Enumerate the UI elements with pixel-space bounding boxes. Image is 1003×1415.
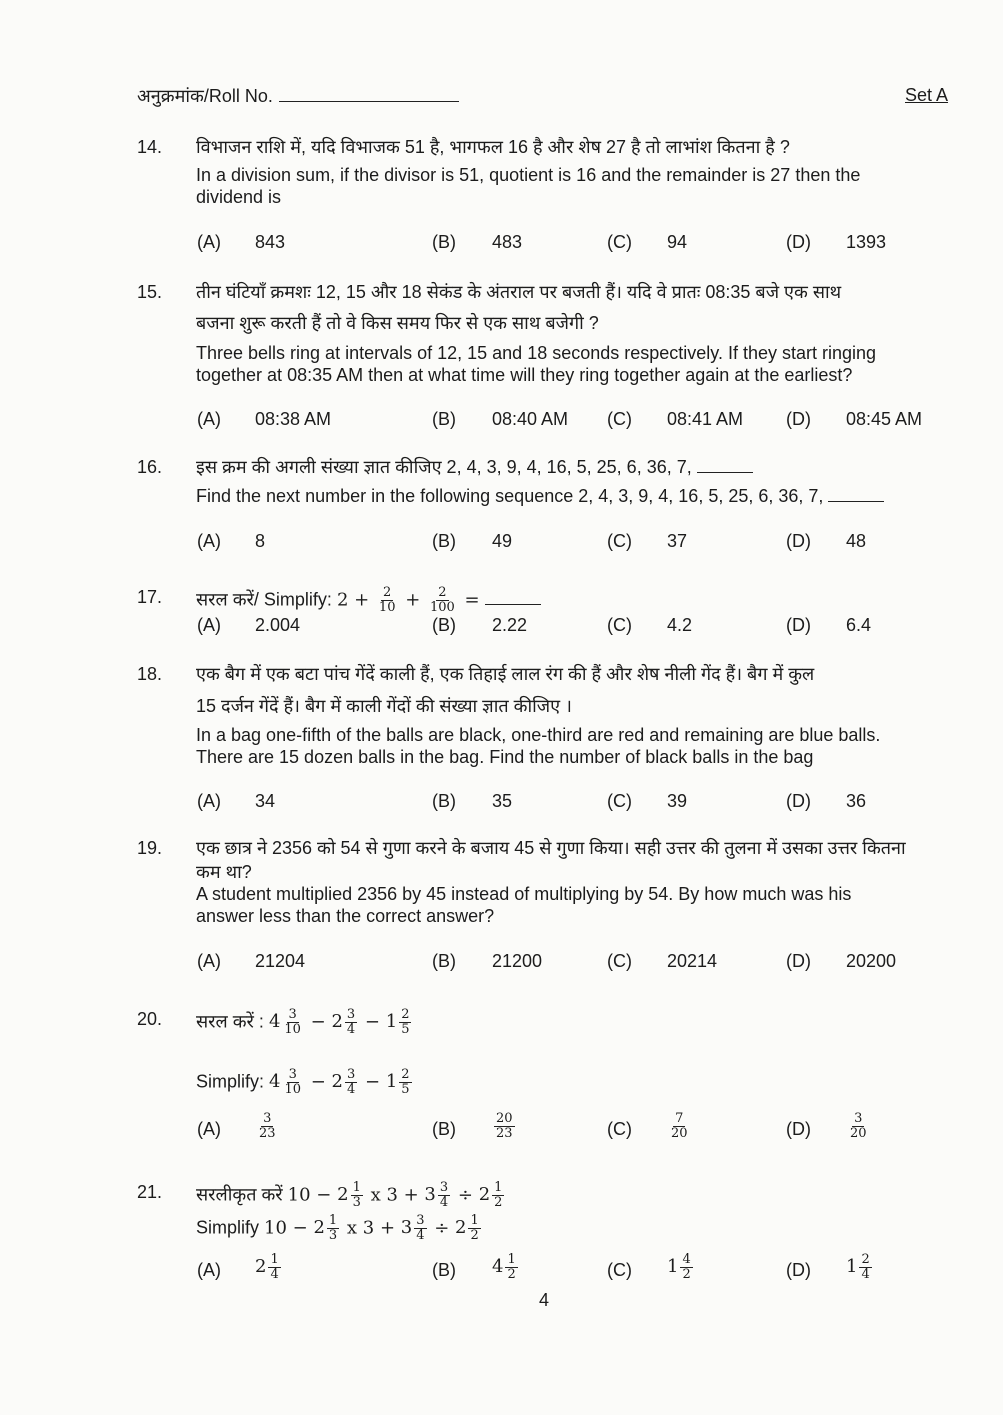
option-value-d: 48 — [846, 531, 867, 551]
math-operator: ÷ — [428, 1217, 456, 1239]
option-label-c: (C) — [607, 951, 632, 971]
option-value-a: 21204 — [255, 951, 306, 971]
option-label-a: (A) — [197, 1119, 221, 1139]
fraction-denominator: 23 — [259, 1126, 276, 1141]
option-label-b: (B) — [432, 791, 456, 811]
fraction-numerator: 1 — [352, 1180, 361, 1195]
fraction — [667, 1111, 692, 1141]
fraction-whole: 1 — [846, 1256, 858, 1278]
question-line: विभाजन राशि में, यदि विभाजक 51 है, भागफल 16 है और शेष 27 है तो लाभांश कितना है ? — [196, 137, 790, 157]
fraction-body — [345, 1008, 357, 1037]
option-value-c: 08:41 AM — [667, 409, 744, 429]
option-value-d — [846, 1112, 871, 1141]
fraction-numerator: 2 — [401, 1007, 410, 1022]
question-line: Three bells ring at intervals of 12, 15 and 18 seconds respectively. If they start ringing — [196, 343, 877, 363]
fraction — [492, 1111, 517, 1141]
fraction-whole: 2 — [255, 1256, 267, 1278]
option-value-c: 94 — [667, 232, 688, 252]
fraction-numerator: 20 — [496, 1111, 513, 1126]
fraction-denominator: 5 — [401, 1082, 410, 1097]
fraction-numerator: 3 — [288, 1067, 297, 1082]
fraction — [385, 1007, 414, 1037]
option-value-a: 8 — [255, 531, 266, 551]
question-line: तीन घंटियाँ क्रमशः 12, 15 और 18 सेकंड के अंतराल पर बजती हैं। यदि वे प्रातः 08:35 बजे एक साथ — [196, 282, 842, 302]
fraction — [492, 1252, 520, 1282]
question-number: 20. — [137, 1009, 163, 1029]
fraction-denominator: 4 — [439, 1195, 449, 1210]
fraction-numerator: 1 — [494, 1180, 503, 1195]
fraction-numerator: 3 — [347, 1067, 356, 1082]
question-text: Find the next number in the following sequence 2, 4, 3, 9, 4, 16, 5, 25, 6, 36, 7, — [196, 486, 829, 506]
option-value-a: 2.004 — [255, 615, 301, 635]
option-label-a: (A) — [197, 1260, 221, 1280]
fraction-numerator: 2 — [438, 585, 447, 600]
fraction-body — [848, 1112, 869, 1141]
fraction-whole: 3 — [424, 1184, 436, 1206]
option-value-b: 483 — [492, 232, 523, 252]
fraction-body — [492, 1181, 504, 1210]
question-line: एक छात्र ने 2356 को 54 से गुणा करने के बजाय 45 से गुणा किया। सही उत्तर की तुलना में उसका उत्तर कितना — [196, 838, 906, 858]
math-operator: − — [359, 1011, 386, 1033]
option-label-c: (C) — [607, 232, 632, 252]
question-line: There are 15 dozen balls in the bag. Find the number of black balls in the bag — [196, 747, 814, 767]
option-value-a: 34 — [255, 791, 276, 811]
fraction-whole: 4 — [268, 1011, 281, 1033]
fraction-numerator: 7 — [675, 1111, 684, 1126]
fraction-body — [680, 1253, 692, 1282]
question-line — [196, 456, 753, 478]
math-operator: x 3 + — [341, 1217, 401, 1239]
question-line: एक बैग में एक बटा पांच गेंदें काली हैं, एक तिहाई लाल रंग की हैं और शेष नीली गेंद हैं। बैग में कुल — [196, 664, 815, 684]
math-operator: 10 − — [287, 1184, 338, 1206]
fraction-denominator: 4 — [270, 1267, 279, 1282]
fraction — [375, 585, 400, 615]
fraction — [255, 1252, 283, 1282]
fraction-denominator: 100 — [430, 600, 455, 615]
option-label-b: (B) — [432, 409, 456, 429]
fraction — [455, 1213, 483, 1243]
fraction-body — [268, 1253, 280, 1282]
math-operator: = — [458, 589, 486, 611]
question-line: dividend is — [196, 187, 282, 207]
fraction — [313, 1213, 341, 1243]
fraction-numerator: 1 — [270, 1252, 279, 1267]
option-label-d: (D) — [786, 615, 811, 635]
math-operator: ÷ — [452, 1184, 479, 1206]
fraction — [268, 1007, 305, 1037]
fraction-numerator: 3 — [854, 1111, 863, 1126]
question-line: A student multiplied 2356 by 45 instead of multiplying by 54. By how much was his — [196, 884, 852, 904]
fraction-denominator: 3 — [352, 1195, 361, 1210]
roll-number-label: अनुक्रमांक/Roll No. — [137, 86, 273, 106]
fraction-numerator: 2 — [861, 1252, 870, 1267]
fraction — [269, 1067, 305, 1097]
fraction — [337, 1180, 365, 1210]
fraction-body — [669, 1112, 690, 1141]
fraction-body — [414, 1214, 426, 1243]
fraction-denominator: 2 — [494, 1195, 503, 1210]
option-value-c: 4.2 — [667, 615, 693, 635]
fraction-denominator: 2 — [470, 1228, 479, 1243]
option-label-a: (A) — [197, 232, 221, 252]
question-line — [196, 1181, 506, 1210]
fraction-whole: 1 — [667, 1256, 679, 1278]
fraction — [385, 1067, 414, 1097]
fraction-body — [494, 1112, 515, 1141]
math-operator: + — [399, 589, 426, 611]
fraction-denominator: 10 — [284, 1022, 301, 1037]
fraction-denominator: 4 — [861, 1267, 870, 1282]
option-label-a: (A) — [197, 409, 221, 429]
math-operator: − — [305, 1071, 332, 1093]
fraction — [400, 1213, 429, 1243]
fraction-body — [282, 1008, 303, 1037]
question-line — [196, 586, 541, 615]
math-operator: 2 + — [336, 589, 375, 611]
fraction-numerator: 1 — [470, 1213, 479, 1228]
page-number: 4 — [539, 1290, 550, 1310]
fraction — [478, 1180, 507, 1210]
question-line: answer less than the correct answer? — [196, 906, 495, 926]
fraction-numerator: 3 — [346, 1007, 356, 1022]
question-line: कम था? — [196, 862, 252, 882]
set-label: Set A — [905, 85, 949, 105]
question-text: सरल करें/ Simplify: — [196, 589, 337, 610]
fraction-denominator: 4 — [346, 1022, 356, 1037]
option-value-d: 20200 — [846, 951, 897, 971]
option-label-a: (A) — [197, 531, 221, 551]
fraction — [331, 1067, 360, 1097]
fraction — [846, 1111, 871, 1141]
question-number: 17. — [137, 587, 163, 607]
question-text: सरलीकृत करें — [196, 1184, 288, 1205]
question-number: 21. — [137, 1182, 163, 1202]
option-value-a — [255, 1112, 280, 1141]
math-operator: − — [359, 1071, 386, 1093]
option-label-c: (C) — [607, 1260, 632, 1280]
option-value-a: 08:38 AM — [255, 409, 332, 429]
option-label-d: (D) — [786, 791, 811, 811]
option-value-b: 21200 — [492, 951, 543, 971]
fraction-denominator: 2 — [682, 1267, 691, 1282]
fraction-whole: 2 — [455, 1217, 467, 1239]
fraction-denominator: 3 — [328, 1228, 338, 1243]
question-line — [196, 1068, 414, 1097]
fraction-whole: 1 — [385, 1071, 398, 1093]
fraction — [846, 1252, 874, 1282]
option-value-a: 843 — [255, 232, 286, 252]
fraction-body — [399, 1068, 411, 1097]
fraction-denominator: 23 — [496, 1126, 513, 1141]
fraction-body — [351, 1181, 363, 1210]
fraction-denominator: 10 — [378, 600, 396, 615]
option-value-c — [667, 1112, 692, 1141]
option-value-d: 08:45 AM — [846, 409, 923, 429]
option-label-b: (B) — [432, 232, 456, 252]
fraction-whole: 2 — [478, 1184, 491, 1206]
option-label-b: (B) — [432, 1260, 456, 1280]
option-value-c: 20214 — [667, 951, 718, 971]
question-number: 15. — [137, 282, 163, 302]
question-number: 19. — [137, 838, 163, 858]
question-line: 15 दर्जन गेंदें हैं। बैग में काली गेंदों की संख्या ज्ञात कीजिए । — [196, 696, 572, 716]
option-value-c: 37 — [667, 531, 688, 551]
fraction-denominator: 20 — [850, 1126, 867, 1141]
question-text: सरल करें : — [196, 1011, 269, 1032]
fraction-body — [438, 1181, 450, 1210]
fraction-whole: 3 — [400, 1217, 413, 1239]
fraction-body — [859, 1253, 871, 1282]
question-number: 16. — [137, 457, 163, 477]
fraction-denominator: 4 — [347, 1082, 356, 1097]
fraction-body — [428, 586, 457, 615]
option-value-b — [492, 1253, 520, 1282]
fraction-whole: 4 — [269, 1071, 281, 1093]
question-line: In a bag one-fifth of the balls are black, one-third are red and remaining are blue balls. — [196, 725, 881, 745]
question-line — [196, 1008, 413, 1037]
option-label-c: (C) — [607, 531, 632, 551]
question-line — [196, 485, 884, 507]
fraction-denominator: 20 — [671, 1126, 688, 1141]
option-label-a: (A) — [197, 791, 221, 811]
fraction-body — [282, 1068, 303, 1097]
fraction-numerator: 1 — [328, 1213, 338, 1228]
fraction-numerator: 3 — [416, 1213, 425, 1228]
option-value-b: 49 — [492, 531, 513, 551]
fraction — [426, 585, 459, 615]
option-label-b: (B) — [432, 1119, 456, 1139]
fraction-denominator: 2 — [507, 1267, 516, 1282]
question-number: 18. — [137, 664, 163, 684]
option-label-a: (A) — [197, 951, 221, 971]
question-number: 14. — [137, 137, 163, 157]
math-operator: x 3 + — [364, 1184, 425, 1206]
roll-number-blank — [279, 87, 459, 102]
option-label-b: (B) — [432, 951, 456, 971]
option-label-c: (C) — [607, 791, 632, 811]
fraction-denominator: 4 — [416, 1228, 425, 1243]
fraction-body — [399, 1008, 411, 1037]
fraction-body — [327, 1214, 339, 1243]
fraction — [255, 1111, 280, 1141]
fraction-body — [505, 1253, 517, 1282]
option-label-b: (B) — [432, 531, 456, 551]
option-label-d: (D) — [786, 409, 811, 429]
option-value-b: 2.22 — [492, 615, 528, 635]
fraction-body — [377, 586, 398, 615]
option-label-c: (C) — [607, 409, 632, 429]
fraction-body — [257, 1112, 278, 1141]
option-label-c: (C) — [607, 1119, 632, 1139]
math-operator: 10 − — [264, 1217, 314, 1239]
fraction — [424, 1180, 452, 1210]
fraction-whole: 2 — [337, 1184, 349, 1206]
option-value-d — [846, 1253, 874, 1282]
option-value-d: 1393 — [846, 232, 887, 252]
question-text: इस क्रम की अगली संख्या ज्ञात कीजिए 2, 4, 3, 9, 4, 16, 5, 25, 6, 36, 7, — [196, 457, 697, 477]
option-value-d: 36 — [846, 791, 867, 811]
option-value-c: 39 — [667, 791, 688, 811]
fraction-numerator: 3 — [439, 1180, 449, 1195]
option-label-d: (D) — [786, 951, 811, 971]
question-line: together at 08:35 AM then at what time will they ring together again at the earliest? — [196, 365, 853, 385]
question-line: बजना शुरू करती हैं तो वे किस समय फिर से एक साथ बजेगी ? — [196, 313, 599, 333]
option-label-d: (D) — [786, 1260, 811, 1280]
fraction-whole: 2 — [331, 1011, 343, 1033]
fraction-numerator: 2 — [401, 1067, 410, 1082]
question-line — [196, 1214, 483, 1243]
option-value-b — [492, 1112, 517, 1141]
fraction-numerator: 1 — [507, 1252, 516, 1267]
option-label-a: (A) — [197, 615, 221, 635]
fraction-whole: 2 — [313, 1217, 325, 1239]
option-label-b: (B) — [432, 615, 456, 635]
fraction-numerator: 4 — [682, 1252, 691, 1267]
option-label-d: (D) — [786, 232, 811, 252]
option-value-a — [255, 1253, 283, 1282]
fraction-body — [468, 1214, 480, 1243]
fraction-denominator: 5 — [401, 1022, 410, 1037]
math-operator: − — [304, 1011, 332, 1033]
fraction — [331, 1007, 359, 1037]
fraction-numerator: 3 — [263, 1111, 272, 1126]
fraction-numerator: 2 — [383, 585, 392, 600]
option-value-b: 08:40 AM — [492, 409, 569, 429]
option-label-d: (D) — [786, 1119, 811, 1139]
fraction — [667, 1252, 695, 1282]
answer-blank — [697, 458, 753, 473]
option-label-d: (D) — [786, 531, 811, 551]
option-value-d: 6.4 — [846, 615, 872, 635]
fraction-whole: 4 — [492, 1256, 504, 1278]
question-text: Simplify: — [196, 1071, 270, 1092]
roll-number-field — [137, 85, 459, 107]
answer-blank — [828, 487, 884, 502]
option-value-b: 35 — [492, 791, 513, 811]
fraction-denominator: 10 — [284, 1082, 302, 1097]
option-label-c: (C) — [607, 615, 632, 635]
answer-blank — [485, 590, 541, 605]
fraction-body — [345, 1068, 357, 1097]
fraction-numerator: 3 — [288, 1007, 297, 1022]
option-value-c — [667, 1253, 695, 1282]
fraction-whole: 1 — [385, 1011, 398, 1033]
question-text: Simplify — [196, 1217, 265, 1238]
fraction-whole: 2 — [331, 1071, 343, 1093]
question-line: In a division sum, if the divisor is 51, quotient is 16 and the remainder is 27 then the — [196, 165, 861, 185]
